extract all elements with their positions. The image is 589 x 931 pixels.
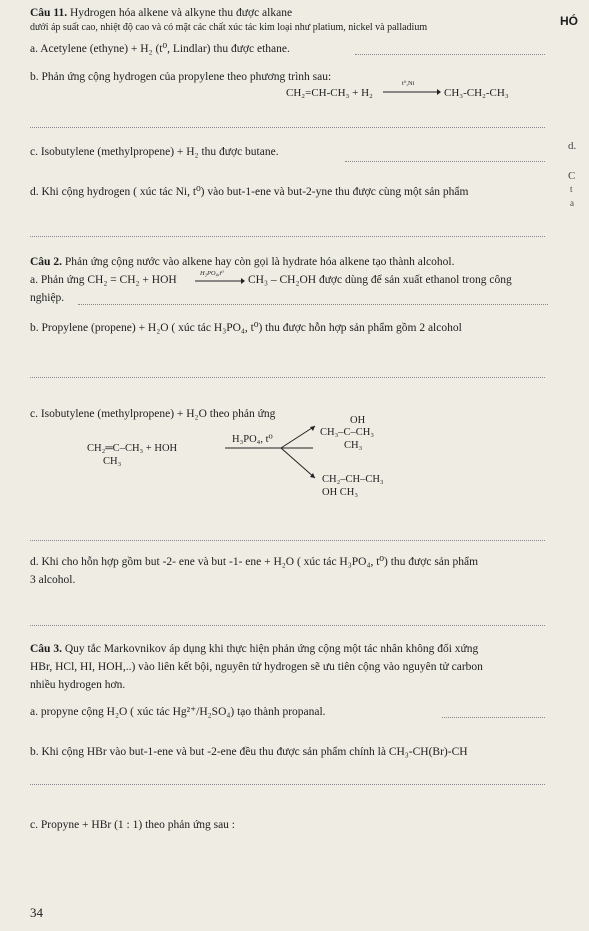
q2-intro: Phản ứng cộng nước vào alkene hay còn gọi là hydrate hóa alkene tạo thành alcohol. — [64, 256, 455, 268]
margin-t: t — [570, 184, 573, 194]
q2-d: d. Khi cho hỗn hợp gồm but -2- ene và but -1- ene + H₂O ( xúc tác H₃PO₄, t⁰) thu được sản phẩm — [30, 556, 479, 568]
answer-line-q11b[interactable] — [30, 127, 545, 128]
q11-b-eq-cond: t⁰,Ni — [402, 80, 415, 87]
q2-a-cont: nghiệp. — [30, 292, 65, 304]
margin-c: C — [568, 170, 576, 182]
margin-d: d. — [568, 140, 577, 152]
q11-line1 — [30, 6, 292, 20]
q3-c: c. Propyne + HBr (1 : 1) theo phản ứng sau : — [30, 819, 235, 831]
q2-c: c. Isobutylene (methylpropene) + H₂O theo phản ứng — [30, 408, 276, 420]
q2-c-prod1-sub: CH₃ — [344, 440, 363, 451]
answer-line-q3b[interactable] — [30, 784, 545, 785]
q2-c-prod1-top: OH — [350, 415, 366, 426]
answer-line-q11c[interactable] — [345, 161, 545, 162]
q11-d: d. Khi cộng hydrogen ( xúc tác Ni, t⁰) vào but-1-ene và but-2-yne thu được cùng một sản phẩm — [30, 186, 469, 198]
answer-line-q2d[interactable] — [30, 625, 545, 626]
q11-title: Câu 11. — [30, 7, 68, 19]
answer-line-q3a[interactable] — [442, 717, 545, 718]
q2-c-prod2-sub: OH CH₃ — [322, 487, 359, 498]
branch-arrow-icon — [225, 420, 321, 506]
page-number: 34 — [30, 905, 43, 920]
margin-a: a — [570, 198, 574, 208]
q11-b-eq-left: CH₂=CH-CH₃ + H₂ — [286, 87, 373, 99]
answer-line-q2b[interactable] — [30, 377, 545, 378]
q2-c-cond: H₃PO₄, t⁰ — [232, 434, 273, 445]
q11-intro: Hydrogen hóa alkene và alkyne thu được alkane — [69, 7, 293, 19]
reaction-arrow-icon — [195, 276, 245, 286]
q2-b: b. Propylene (propene) + H₂O ( xúc tác H₃PO₄, t⁰) thu được hỗn hợp sản phẩm gồm 2 alcohol — [30, 322, 462, 334]
answer-line-q11d[interactable] — [30, 236, 545, 237]
q3-intro1: Quy tắc Markovnikov áp dụng khi thực hiện phản ứng cộng một tác nhân không đối xứng — [64, 643, 479, 655]
q2-a-left: a. Phản ứng CH₂ = CH₂ + HOH — [30, 274, 177, 286]
q2-a-right: CH₃ – CH₂OH được dùng để sản xuất ethanol trong công — [248, 274, 512, 286]
q11-b-eq-right: CH₃-CH₂-CH₃ — [444, 87, 509, 99]
q2-c-reactant: CH₂═C–CH₃ + HOH — [87, 443, 178, 454]
q11-c: c. Isobutylene (methylpropene) + H₂ thu được butane. — [30, 146, 279, 158]
q2-a-cond: H₃PO₄,t⁰ — [200, 270, 224, 277]
answer-line-q2a[interactable] — [78, 304, 548, 305]
corner-label: HÓ — [560, 14, 578, 28]
q11-a: a. Acetylene (ethyne) + H₂ (t⁰, Lindlar) thu được ethane. — [30, 43, 290, 55]
q2-heading — [30, 255, 575, 269]
q2-d-cont: 3 alcohol. — [30, 574, 76, 586]
q2-c-reactant-sub: CH₃ — [103, 456, 122, 467]
q2-title: Câu 2. — [30, 256, 62, 268]
q3-intro2: HBr, HCl, HI, HOH,..) vào liên kết bội, nguyên tử hydrogen sẽ ưu tiên cộng vào nguyên tử carbon — [30, 661, 483, 673]
q3-title: Câu 3. — [30, 643, 62, 655]
q11-b: b. Phản ứng cộng hydrogen của propylene theo phương trình sau: — [30, 71, 332, 83]
q2-c-prod1: CH₃–C–CH₃ — [320, 427, 374, 438]
q2-c-prod2: CH₂–CH–CH₃ — [322, 474, 384, 485]
reaction-arrow-icon — [383, 87, 441, 97]
q3-heading — [30, 642, 575, 656]
q3-a: a. propyne cộng H₂O ( xúc tác Hg²⁺/H₂SO₄) tạo thành propanal. — [30, 706, 326, 718]
answer-line-q11a[interactable] — [355, 54, 545, 55]
answer-line-q2c[interactable] — [30, 540, 545, 541]
q3-intro3: nhiều hydrogen hơn. — [30, 679, 126, 691]
q11-line2: dưới áp suất cao, nhiệt độ cao và có mặt các chất xúc tác kim loại như platium, nickel và palladium — [30, 22, 428, 33]
q3-b: b. Khi cộng HBr vào but-1-ene và but -2-ene đều thu được sản phẩm chính là CH₃-CH(Br)-CH — [30, 746, 468, 758]
